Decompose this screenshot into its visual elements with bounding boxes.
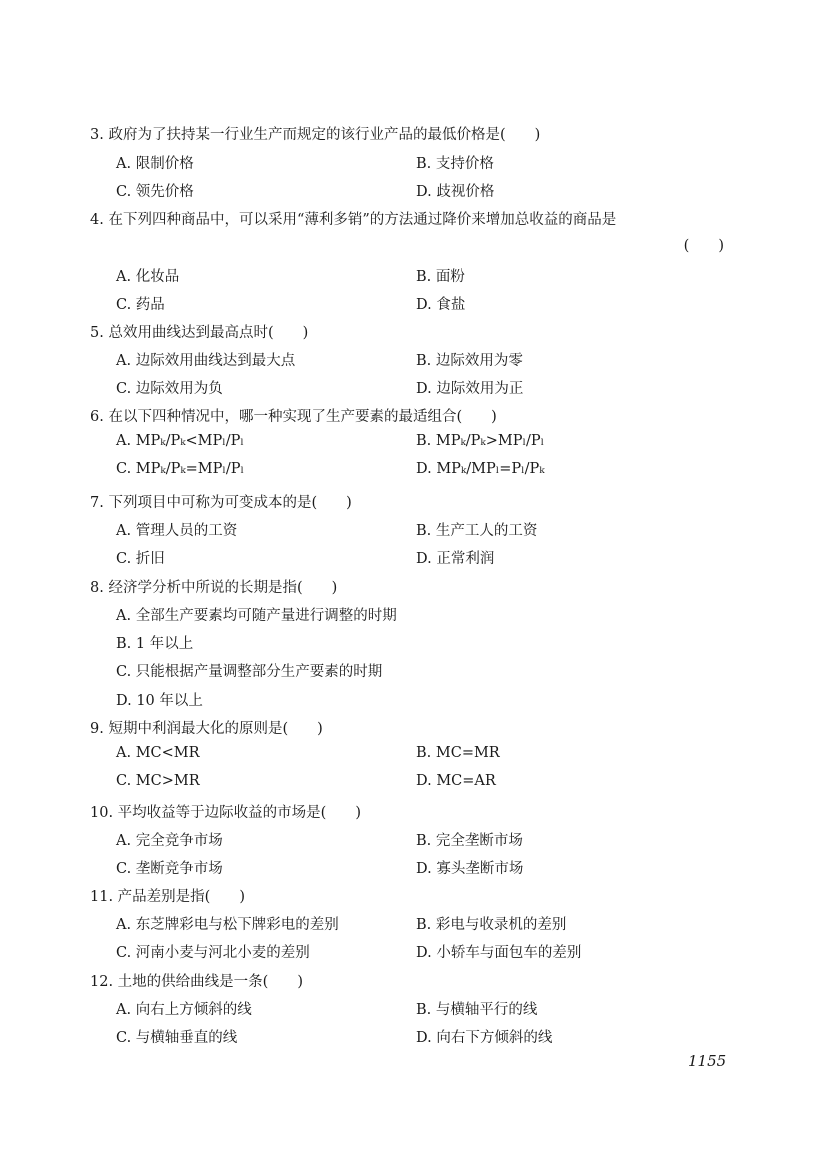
question-3-option-a: A. 限制价格 bbox=[116, 156, 194, 172]
question-11-option-a: A. 东芝牌彩电与松下牌彩电的差别 bbox=[116, 917, 339, 933]
question-5-option-c: C. 边际效用为负 bbox=[116, 381, 223, 397]
question-7-option-b: B. 生产工人的工资 bbox=[416, 523, 538, 539]
question-6-stem: 6. 在以下四种情况中，哪一种实现了生产要素的最适组合( ) bbox=[90, 409, 497, 425]
question-8-option-a: A. 全部生产要素均可随产量进行调整的时期 bbox=[116, 608, 397, 624]
question-8-stem: 8. 经济学分析中所说的长期是指( ) bbox=[90, 580, 338, 596]
question-6-option-d: D. MPₖ/MPₗ=Pₗ/Pₖ bbox=[416, 461, 545, 477]
question-7-stem: 7. 下列项目中可称为可变成本的是( ) bbox=[90, 495, 352, 511]
question-5-stem: 5. 总效用曲线达到最高点时( ) bbox=[90, 325, 309, 341]
question-3-stem: 3. 政府为了扶持某一行业生产而规定的该行业产品的最低价格是( ) bbox=[90, 127, 541, 143]
question-4-option-c: C. 药品 bbox=[116, 297, 165, 313]
question-12-stem: 12. 土地的供给曲线是一条( ) bbox=[90, 974, 303, 990]
question-7-option-c: C. 折旧 bbox=[116, 551, 165, 567]
question-10-stem: 10. 平均收益等于边际收益的市场是( ) bbox=[90, 805, 361, 821]
question-9-option-a: A. MC<MR bbox=[116, 745, 200, 761]
question-4-stem: 4. 在下列四种商品中，可以采用“薄利多销”的方法通过降价来增加总收益的商品是 bbox=[90, 212, 617, 228]
question-5-option-d: D. 边际效用为正 bbox=[416, 381, 524, 397]
question-11-option-b: B. 彩电与收录机的差别 bbox=[416, 917, 567, 933]
question-3-option-c: C. 领先价格 bbox=[116, 184, 194, 200]
question-9-option-d: D. MC=AR bbox=[416, 773, 496, 789]
question-3-option-b: B. 支持价格 bbox=[416, 156, 494, 172]
question-3-option-d: D. 歧视价格 bbox=[416, 184, 495, 200]
question-10-option-d: D. 寡头垄断市场 bbox=[416, 861, 524, 877]
question-9-option-c: C. MC>MR bbox=[116, 773, 200, 789]
question-11-option-c: C. 河南小麦与河北小麦的差别 bbox=[116, 945, 310, 961]
question-6-option-b: B. MPₖ/Pₖ>MPₗ/Pₗ bbox=[416, 433, 545, 449]
question-12-option-a: A. 向右上方倾斜的线 bbox=[116, 1002, 252, 1018]
question-12-option-b: B. 与横轴平行的线 bbox=[416, 1002, 538, 1018]
question-10-option-c: C. 垄断竞争市场 bbox=[116, 861, 223, 877]
question-9-stem: 9. 短期中利润最大化的原则是( ) bbox=[90, 721, 323, 737]
question-6-option-a: A. MPₖ/Pₖ<MPₗ/Pₗ bbox=[116, 433, 244, 449]
question-9-option-b: B. MC=MR bbox=[416, 745, 500, 761]
question-12-option-d: D. 向右下方倾斜的线 bbox=[416, 1030, 553, 1046]
question-4-answer-paren: ( ) bbox=[683, 238, 724, 254]
question-5-option-b: B. 边际效用为零 bbox=[416, 353, 523, 369]
page-number: 1155 bbox=[688, 1052, 727, 1070]
question-10-option-b: B. 完全垄断市场 bbox=[416, 833, 523, 849]
question-7-option-d: D. 正常利润 bbox=[416, 551, 495, 567]
question-6-option-c: C. MPₖ/Pₖ=MPₗ/Pₗ bbox=[116, 461, 245, 477]
question-8-option-d: D. 10 年以上 bbox=[116, 693, 203, 709]
question-5-option-a: A. 边际效用曲线达到最大点 bbox=[116, 353, 296, 369]
question-4-option-b: B. 面粉 bbox=[416, 269, 465, 285]
question-4-option-d: D. 食盐 bbox=[416, 297, 466, 313]
question-10-option-a: A. 完全竞争市场 bbox=[116, 833, 223, 849]
question-11-stem: 11. 产品差别是指( ) bbox=[90, 889, 245, 905]
question-7-option-a: A. 管理人员的工资 bbox=[116, 523, 238, 539]
question-12-option-c: C. 与横轴垂直的线 bbox=[116, 1030, 238, 1046]
question-11-option-d: D. 小轿车与面包车的差别 bbox=[416, 945, 582, 961]
question-4-option-a: A. 化妆品 bbox=[116, 269, 180, 285]
question-8-option-b: B. 1 年以上 bbox=[116, 636, 194, 652]
question-8-option-c: C. 只能根据产量调整部分生产要素的时期 bbox=[116, 664, 383, 680]
